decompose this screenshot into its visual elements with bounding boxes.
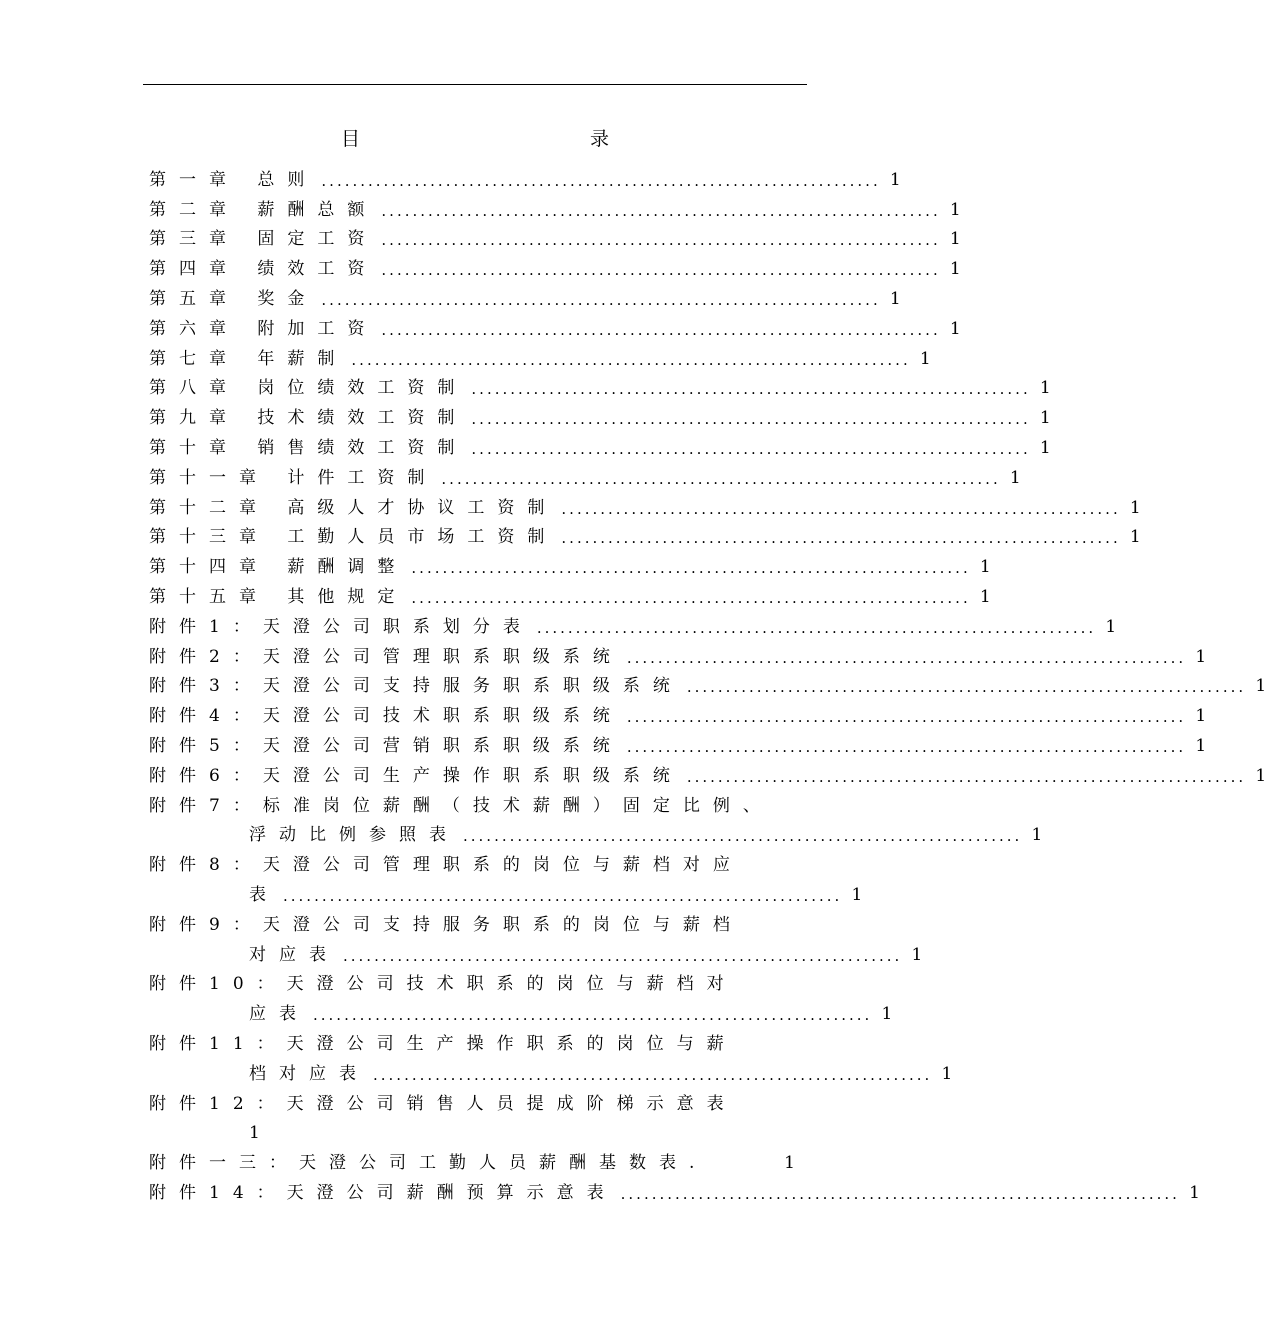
toc-page-number: 1 bbox=[784, 1153, 795, 1174]
toc-entry-text: 第五章 奖金 bbox=[149, 288, 318, 309]
toc-entry[interactable] bbox=[149, 546, 991, 578]
toc-list bbox=[149, 159, 1266, 1203]
toc-leader: ........................................................................ bbox=[343, 946, 903, 965]
toc-leader: ........................................................................ bbox=[471, 380, 1031, 399]
toc-leader: ........................................................................ bbox=[381, 261, 941, 280]
toc-entry[interactable] bbox=[149, 606, 1117, 637]
toc-page-number: 1 bbox=[249, 1123, 273, 1144]
toc-entry-text: 附件7：标准岗位薪酬（技术薪酬）固定比例、 bbox=[149, 795, 773, 816]
toc-leader: ........................................................................ bbox=[351, 350, 911, 369]
toc-page-number: 1 bbox=[889, 169, 901, 190]
toc-entry-text: 第八章 岗位绩效工资制 bbox=[149, 378, 468, 399]
toc-entry-text: 第十四章 薪酬调整 bbox=[149, 557, 408, 578]
toc-entry-text: 附件一三：天澄公司工勤人员薪酬基数表. bbox=[149, 1153, 708, 1174]
toc-page-number: 1 bbox=[911, 944, 923, 965]
toc-page-number: 1 bbox=[1195, 646, 1207, 667]
toc-entry[interactable] bbox=[149, 368, 1051, 399]
toc-page-number: 1 bbox=[979, 557, 991, 578]
toc-entry[interactable] bbox=[149, 338, 931, 369]
toc-entry-text: 第九章 技术绩效工资制 bbox=[149, 408, 468, 429]
toc-entry[interactable] bbox=[149, 785, 795, 815]
toc-entry[interactable] bbox=[149, 695, 1207, 727]
toc-entry[interactable] bbox=[149, 725, 1207, 756]
toc-leader: ........................................................................ bbox=[283, 886, 843, 905]
toc-leader: ........................................................................ bbox=[321, 290, 881, 309]
toc-leader: ........................................................................ bbox=[536, 618, 1097, 637]
toc-entry[interactable] bbox=[149, 248, 961, 280]
toc-entry[interactable] bbox=[149, 159, 901, 190]
toc-entry-text: 附件3：天澄公司支持服务职系职级系统 bbox=[149, 676, 683, 697]
toc-entry[interactable] bbox=[149, 219, 961, 250]
toc-entry-continuation[interactable] bbox=[149, 815, 1043, 846]
toc-leader: ........................................................................ bbox=[411, 559, 971, 578]
toc-page-number: 1 bbox=[949, 259, 961, 280]
toc-entry-text: 第十一章 计件工资制 bbox=[149, 467, 438, 488]
toc-page-number: 1 bbox=[949, 229, 961, 250]
toc-page-number: 1 bbox=[1195, 706, 1207, 727]
toc-entry[interactable] bbox=[149, 904, 795, 934]
toc-entry-text: 第二章 薪酬总额 bbox=[149, 199, 378, 220]
toc-leader: ........................................................................ bbox=[373, 1065, 933, 1084]
toc-page-number: 1 bbox=[1255, 676, 1266, 697]
toc-leader: ........................................................................ bbox=[471, 439, 1031, 458]
toc-leader: ........................................................................ bbox=[381, 320, 941, 339]
toc-entry-text: 应表 bbox=[249, 1004, 309, 1025]
toc-leader: ........................................................................ bbox=[411, 588, 971, 607]
toc-entry-text: 附件9：天澄公司支持服务职系的岗位与薪档 bbox=[149, 914, 743, 935]
toc-entry[interactable] bbox=[149, 189, 961, 220]
toc-entry-text: 表 bbox=[249, 884, 279, 905]
toc-leader: ........................................................................ bbox=[626, 648, 1187, 667]
toc-entry[interactable] bbox=[149, 278, 901, 309]
toc-entry-text: 对应表 bbox=[249, 944, 339, 965]
toc-page-number: 1 bbox=[941, 1063, 953, 1084]
toc-entry-text: 附件4：天澄公司技术职系职级系统 bbox=[149, 706, 623, 727]
toc-entry-text: 浮动比例参照表 bbox=[249, 825, 459, 846]
toc-page-number: 1 bbox=[881, 1004, 893, 1025]
toc-entry[interactable] bbox=[149, 457, 1021, 488]
toc-entry-text: 档对应表 bbox=[249, 1063, 369, 1084]
toc-entry-text: 第六章 附加工资 bbox=[149, 318, 378, 339]
toc-page-number: 1 bbox=[1039, 408, 1051, 429]
toc-leader: ........................................................................ bbox=[463, 827, 1023, 846]
toc-leader: ........................................................................ bbox=[561, 529, 1121, 548]
toc-page-number: 1 bbox=[979, 586, 991, 607]
toc-page-number: 1 bbox=[1105, 616, 1117, 637]
toc-leader: ........................................................................ bbox=[381, 231, 941, 250]
toc-entry-continuation[interactable] bbox=[149, 1053, 953, 1084]
toc-entry-text: 附件2：天澄公司管理职系职级系统 bbox=[149, 646, 623, 667]
toc-entry-text: 附件10：天澄公司技术职系的岗位与薪档对 bbox=[149, 974, 737, 995]
toc-entry-text: 第十二章 高级人才协议工资制 bbox=[149, 497, 558, 518]
toc-entry[interactable] bbox=[149, 517, 1141, 548]
toc-entry[interactable] bbox=[149, 755, 1266, 786]
toc-page-number: 1 bbox=[1009, 467, 1021, 488]
toc-page-number: 1 bbox=[1039, 378, 1051, 399]
toc-entry-text: 第一章 总则 bbox=[149, 169, 318, 190]
toc-page-number: 1 bbox=[1255, 765, 1266, 786]
toc-entry-text: 第四章 绩效工资 bbox=[149, 259, 378, 280]
toc-leader: ........................................................................ bbox=[441, 469, 1001, 488]
toc-entry[interactable] bbox=[149, 427, 1051, 458]
toc-leader: ........................................................................ bbox=[626, 737, 1187, 756]
toc-page-number: 1 bbox=[1189, 1182, 1200, 1203]
toc-leader: ........................................................................ bbox=[561, 499, 1121, 518]
toc-leader: ........................................................................ bbox=[321, 171, 881, 190]
toc-entry-text: 附件14：天澄公司薪酬预算示意表 bbox=[149, 1182, 617, 1203]
toc-entry[interactable] bbox=[149, 1172, 1200, 1203]
toc-entry-text: 第十章 销售绩效工资制 bbox=[149, 437, 468, 458]
toc-leader: ........................................................................ bbox=[686, 678, 1247, 697]
toc-leader: ........................................................................ bbox=[381, 201, 941, 220]
toc-entry-text: 第十五章 其他规定 bbox=[149, 586, 408, 607]
toc-entry[interactable] bbox=[149, 666, 1266, 697]
toc-entry[interactable] bbox=[149, 576, 991, 607]
toc-entry-page-line[interactable] bbox=[149, 1113, 795, 1143]
toc-entry[interactable] bbox=[149, 1142, 795, 1172]
toc-entry-text: 第三章 固定工资 bbox=[149, 229, 378, 250]
toc-leader: ........................................................................ bbox=[313, 1006, 873, 1025]
toc-entry-text: 附件8：天澄公司管理职系的岗位与薪档对应 bbox=[149, 855, 743, 876]
toc-entry-text: 附件1：天澄公司职系划分表 bbox=[149, 616, 533, 637]
toc-page-number: 1 bbox=[919, 348, 931, 369]
toc-page-number: 1 bbox=[1031, 825, 1043, 846]
toc-entry-continuation[interactable] bbox=[149, 993, 893, 1025]
toc-leader: ........................................................................ bbox=[686, 767, 1247, 786]
toc-leader: ........................................................................ bbox=[471, 410, 1031, 429]
toc-page-number: 1 bbox=[1129, 527, 1141, 548]
toc-entry[interactable] bbox=[149, 1023, 795, 1053]
toc-page-number: 1 bbox=[851, 884, 863, 905]
toc-entry-text: 附件6：天澄公司生产操作职系职级系统 bbox=[149, 765, 683, 786]
toc-entry[interactable] bbox=[149, 844, 795, 874]
toc-leader: ........................................................................ bbox=[626, 708, 1187, 727]
toc-entry-text: 第七章 年薪制 bbox=[149, 348, 348, 369]
header-rule bbox=[143, 84, 807, 85]
toc-entry-text: 附件11：天澄公司生产操作职系的岗位与薪 bbox=[149, 1033, 737, 1054]
toc-entry-text: 附件5：天澄公司营销职系职级系统 bbox=[149, 735, 623, 756]
toc-page-number: 1 bbox=[949, 199, 961, 220]
toc-page-number: 1 bbox=[1039, 437, 1051, 458]
toc-entry[interactable] bbox=[149, 1083, 795, 1113]
toc-page-number: 1 bbox=[1129, 497, 1141, 518]
toc-leader: ........................................................................ bbox=[620, 1184, 1180, 1203]
toc-entry-text: 第十三章 工勤人员市场工资制 bbox=[149, 527, 558, 548]
toc-page-number: 1 bbox=[889, 288, 901, 309]
toc-entry[interactable] bbox=[149, 487, 1141, 518]
toc-page-number: 1 bbox=[949, 318, 961, 339]
toc-entry-text: 附件12：天澄公司销售人员提成阶梯示意表 bbox=[149, 1093, 737, 1114]
toc-entry[interactable] bbox=[149, 308, 961, 339]
toc-entry-continuation[interactable] bbox=[149, 934, 923, 965]
toc-page-number: 1 bbox=[1195, 735, 1207, 756]
toc-entry-continuation[interactable] bbox=[149, 874, 863, 905]
toc-title: 目 录 bbox=[340, 128, 722, 150]
toc-entry[interactable] bbox=[149, 397, 1051, 429]
toc-entry[interactable] bbox=[149, 964, 795, 994]
toc-entry[interactable] bbox=[149, 636, 1207, 667]
